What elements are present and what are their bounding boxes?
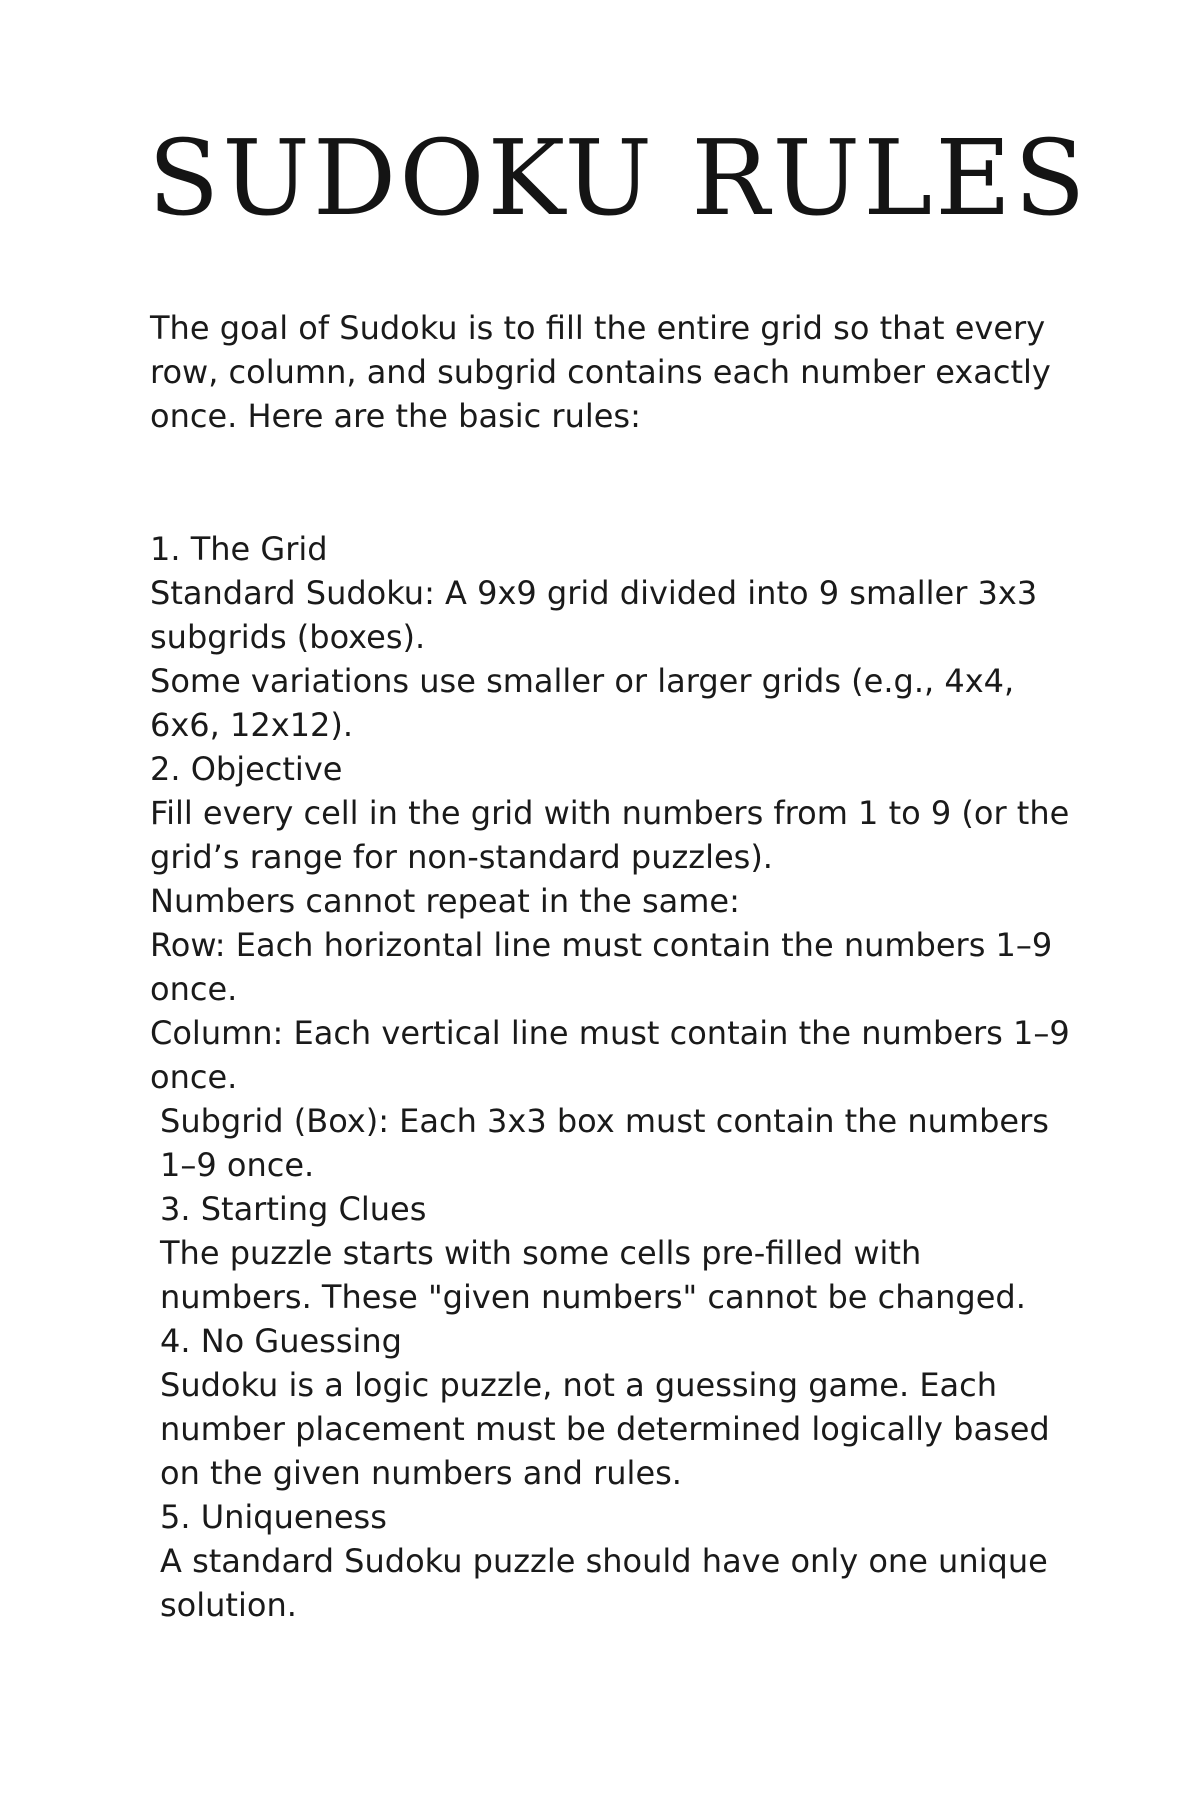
rule-line-given-numbers: The puzzle starts with some cells pre-filled with numbers. These "given numbers" cannot be changed. <box>160 1234 1026 1316</box>
section-heading-no-guessing: 4. No Guessing <box>160 1322 402 1360</box>
rule-line-logic-puzzle: Sudoku is a logic puzzle, not a guessing game. Each number placement must be determined logically based on the given numbers and rules. <box>160 1366 1050 1492</box>
section-heading-uniqueness: 5. Uniqueness <box>160 1498 387 1536</box>
rule-line-column: Column: Each vertical line must contain the numbers 1–9 once. <box>150 1014 1070 1096</box>
intro-paragraph: The goal of Sudoku is to fill the entire grid so that every row, column, and subgrid contains each number exactly once. Here are the basic rules: <box>150 309 1051 435</box>
rule-line-subgrid: Subgrid (Box): Each 3x3 box must contain the numbers 1–9 once. <box>160 1102 1049 1184</box>
rule-line-no-repeat: Numbers cannot repeat in the same: <box>150 882 740 920</box>
section-heading-starting-clues: 3. Starting Clues <box>160 1190 427 1228</box>
rule-line-row: Row: Each horizontal line must contain the numbers 1–9 once. <box>150 926 1053 1008</box>
page-title: SUDOKU RULES <box>148 117 1089 239</box>
section-heading-grid: 1. The Grid <box>150 530 328 568</box>
section-heading-objective: 2. Objective <box>150 750 343 788</box>
rule-line-variations: Some variations use smaller or larger grids (e.g., 4x4, 6x6, 12x12). <box>150 662 1015 744</box>
rules-list <box>150 527 1080 1627</box>
rule-line-fill-cells: Fill every cell in the grid with numbers from 1 to 9 (or the grid’s range for non-standard puzzles). <box>150 794 1070 876</box>
rule-line-unique-solution: A standard Sudoku puzzle should have only one unique solution. <box>160 1542 1048 1624</box>
rule-line-standard-grid: Standard Sudoku: A 9x9 grid divided into 9 smaller 3x3 subgrids (boxes). <box>150 574 1038 656</box>
